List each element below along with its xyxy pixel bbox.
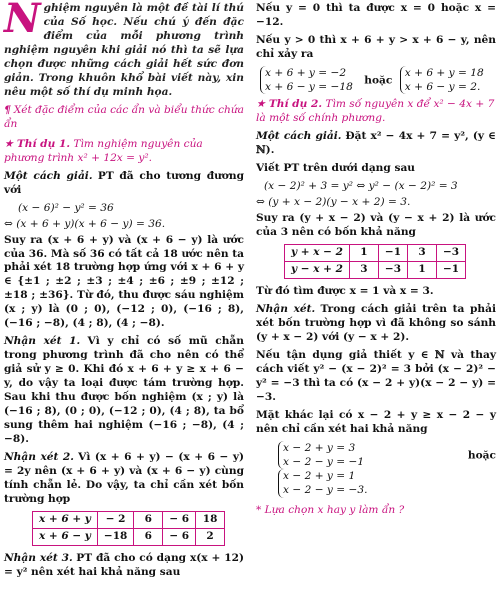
table-row	[33, 528, 225, 545]
table-cell: y − x + 2	[285, 262, 350, 279]
table-cell: 6	[134, 511, 163, 528]
example-2-statement	[256, 98, 496, 126]
star-icon: ★	[256, 98, 266, 111]
table-cell: 1	[349, 245, 378, 262]
table-cell: 2	[196, 528, 225, 545]
left-column	[4, 0, 244, 584]
system-line: x + 6 + y = −2	[265, 66, 347, 79]
table-cell: −3	[437, 245, 466, 262]
example-2-table	[284, 244, 466, 279]
example-1-paragraph: Suy ra (x + 6 + y) và (x + 6 − y) là ước của 36. Mà số 36 có tất cả 18 ước nên ta phải xét 18 trường hợp ứng với x + 6 + y ∈ {±1 ; ±2 ; ±3 ; ±4 ; ±6 ; ±9 ; ±12 ; ±18 ; ±36}. Từ đó, thu được sáu nghiệm (x ; y) là (0 ; 0), (−12 ; 0), (−16 ; 8), (−16 ; −8), (4 ; 8), (4 ; −8).	[4, 233, 244, 330]
system-line: x + 6 + y = 18	[404, 66, 484, 79]
example-2-text: Tìm số nguyên x để x² − 4x + 7 là một số chính phương.	[256, 98, 495, 125]
or-label: hoặc	[467, 448, 496, 461]
example-1-text: Tìm nghiệm nguyên của phương trình x² + 12x = y².	[4, 137, 203, 164]
or-label: hoặc	[364, 74, 393, 87]
equation-1: (x − 6)² − y² = 36	[18, 201, 114, 214]
table-cell: −18	[97, 528, 133, 545]
remark-3-text: PT đã cho có dạng x(x + 12) = y² nên xét hai khả năng sau	[4, 551, 244, 578]
remark-2-text: Vì (x + 6 + y) − (x + 6 − y) = 2y nên (x + 6 + y) và (x + 6 − y) cùng tính chẵn lẻ. Do vậy, ta chỉ cần xét bốn trường hợp	[4, 451, 244, 505]
table-cell: 18	[196, 511, 225, 528]
table-row	[285, 262, 466, 279]
system-b	[278, 469, 372, 498]
pilcrow-icon: ¶	[4, 103, 11, 116]
remark-1-label: Nhận xét 1.	[4, 335, 81, 348]
example-2-rewrite: Viết PT trên dưới dạng sau	[256, 162, 416, 175]
equation-2: ⇔ (x + 6 + y)(x + 6 − y) = 36.	[4, 217, 166, 230]
solution-label: Một cách giải.	[4, 169, 93, 182]
system-pair-2	[274, 441, 496, 498]
table-cell: 6	[134, 528, 163, 545]
equation-3: (x − 2)² + 3 = y² ⇔ y² − (x − 2)² = 3	[264, 180, 458, 193]
remark-text: Trong cách giải trên ta phải xét bốn trường hợp vì đã không so sánh (y + x − 2) với (y − x + 2).	[256, 302, 496, 343]
system-line: x − 2 + y = 1	[283, 470, 356, 483]
system-b	[400, 66, 488, 95]
right-column	[256, 0, 496, 518]
table-cell: − 6	[163, 511, 196, 528]
example-1-label: Thí dụ 1.	[16, 137, 71, 150]
case-y-positive: Nếu y > 0 thì x + 6 + y > x + 6 − y, nên chỉ xảy ra	[256, 33, 496, 60]
example-2-solution-intro	[256, 130, 496, 158]
example-2-divisors: Suy ra (y + x − 2) và (y − x + 2) là ước của 3 nên có bốn khả năng	[256, 212, 496, 239]
star-icon: ★	[4, 137, 14, 150]
intro-text: ghiệm nguyên là một đề tài lí thú của Số học. Nếu chú ý đến đặc điểm của mỗi phương trình nghiệm nguyên khi giải nó thì ta sẽ lựa chọn được những cách giải hết sức đơn giản. Trong khuôn khổ bài viết này, xin nêu một số thí dụ minh họa.	[4, 2, 244, 98]
table-cell: −3	[378, 262, 407, 279]
drop-cap: N	[4, 0, 41, 42]
table-cell: −1	[378, 245, 407, 262]
remark-3-label: Nhận xét 3.	[4, 551, 73, 564]
footer-note	[256, 504, 496, 518]
example-1-table	[32, 511, 225, 546]
example-1-statement	[4, 138, 244, 166]
remark-2	[4, 451, 244, 507]
table-cell: x + 6 + y	[33, 511, 98, 528]
example-2-label: Thí dụ 2.	[268, 98, 323, 111]
system-line: x + 6 − y = 2.	[404, 81, 481, 94]
table-cell: 3	[349, 262, 378, 279]
remark-3	[4, 552, 244, 580]
system-line: x − 2 + y = 3	[283, 441, 356, 454]
example-2-remark	[256, 303, 496, 345]
system-pair-1	[256, 66, 496, 95]
system-line: x + 6 − y = −18	[265, 81, 353, 94]
system-line: x − 2 − y = −1	[283, 455, 365, 468]
solution-text: Đặt x² − 4x + 7 = y², (y ∈ ℕ).	[256, 130, 496, 157]
table-cell: 1	[408, 262, 437, 279]
system-line: x − 2 − y = −3.	[283, 484, 368, 497]
intro-paragraph	[4, 2, 244, 100]
table-cell: − 6	[163, 528, 196, 545]
asterisk-icon: *	[256, 503, 262, 516]
table-cell: y + x − 2	[285, 245, 350, 262]
solution-text: PT đã cho tương đương với	[4, 169, 244, 196]
table-cell: 3	[408, 245, 437, 262]
solution-label: Một cách giải.	[256, 130, 342, 143]
remark-1	[4, 335, 244, 447]
system-a	[260, 66, 357, 95]
remark-label: Nhận xét.	[256, 302, 316, 315]
remark-1-text: Vì y chỉ có số mũ chẵn trong phương trình đã cho nên có thể giả sử y ≥ 0. Khi đó x + 6 + y ≥ x + 6 − y, do vậy ta loại được tám trường hợp. Sau khi thu được bốn nghiệm (x ; y) là (−16 ; 8), (0 ; 0), (−12 ; 0), (4 ; 8), ta bổ sung thêm hai nghiệm (−16 ; −8), (4 ; −8).	[4, 335, 244, 446]
footer-text: Lựa chọn x hay y làm ẩn ?	[264, 503, 405, 516]
section-heading	[4, 104, 244, 132]
equation-4: ⇔ (y + x − 2)(y − x + 2) = 3.	[256, 196, 411, 209]
table-cell: − 2	[97, 511, 133, 528]
table-row	[33, 511, 225, 528]
system-a	[278, 441, 368, 470]
example-2-two-cases: Mặt khác lại có x − 2 + y ≥ x − 2 − y nên chỉ cần xét hai khả năng	[256, 408, 496, 435]
table-row	[285, 245, 466, 262]
section-title: Xét đặc điểm của các ẩn và biểu thức chứa ẩn	[4, 103, 244, 130]
remark-2-label: Nhận xét 2.	[4, 451, 74, 464]
example-1-solution-intro	[4, 170, 244, 198]
case-y-zero: Nếu y = 0 thì ta được x = 0 hoặc x = −12.	[256, 2, 496, 28]
example-2-hypothesis: Nếu tận dụng giả thiết y ∈ ℕ và thay cách viết y² − (x − 2)² = 3 bởi (x − 2)² − y² = −3 thì ta có (x − 2 + y)(x − 2 − y) = −3.	[256, 348, 496, 403]
example-2-result: Từ đó tìm được x = 1 và x = 3.	[256, 284, 434, 297]
table-cell: −1	[437, 262, 466, 279]
table-cell: x + 6 − y	[33, 528, 98, 545]
